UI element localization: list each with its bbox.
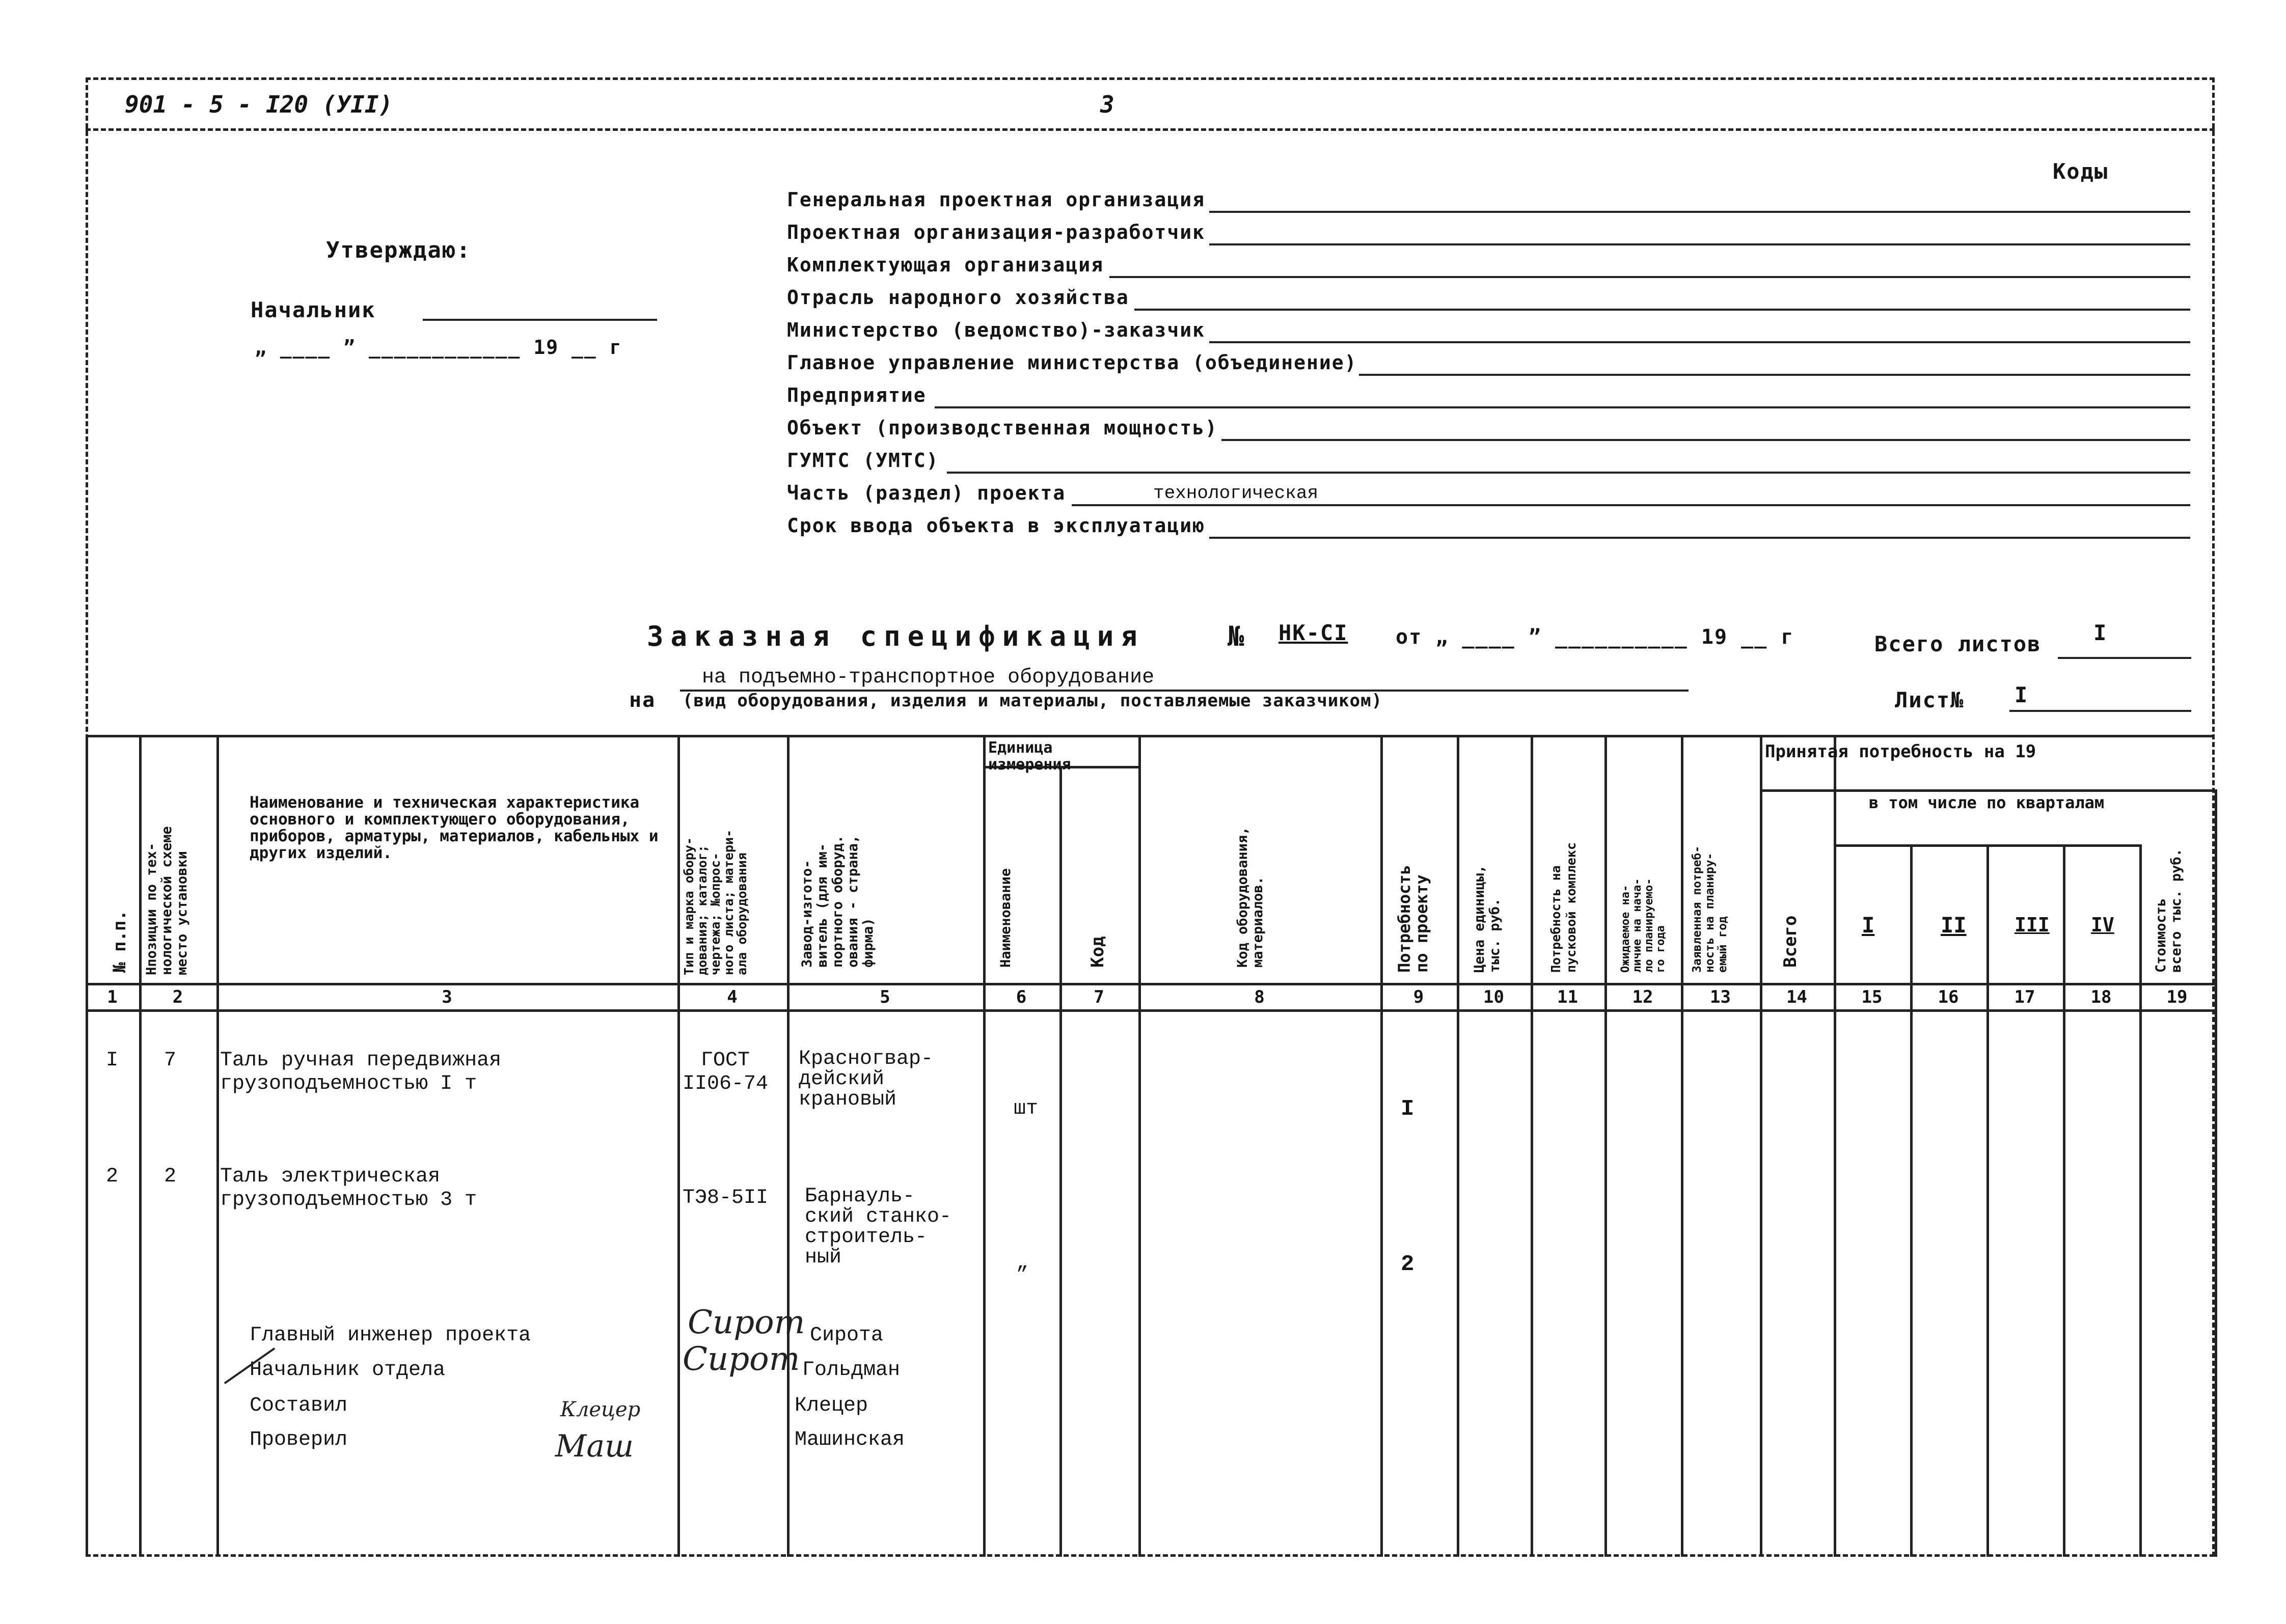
table-column-rule — [1604, 735, 1607, 1557]
col-14-heading: Всего — [1780, 915, 1801, 968]
org-field-label: Министерство (ведомство)-заказчик — [787, 319, 1205, 341]
col-3-heading: Наименование и техническая характеристика основного и комплектующего оборудования, приборов, арматуры, материалов, кабельных и других изделий. — [250, 793, 659, 862]
signature-role: Начальник отдела — [250, 1359, 446, 1382]
col-5-heading: Завод-изгото- витель (для им- портного оборуд. ования - страна, фирма) — [799, 835, 876, 968]
spec-date: от „ ____ ” __________ 19 __ г — [1396, 625, 1794, 649]
table-column-rule — [1910, 844, 1913, 1557]
handwritten-signature: Клецер — [560, 1398, 641, 1421]
org-field-line — [947, 472, 2190, 474]
org-field-label: Предприятие — [787, 384, 927, 406]
table-column-rule — [86, 735, 88, 1557]
org-field-line — [935, 406, 2191, 408]
org-field-line — [1209, 211, 2191, 213]
org-field-label: Часть (раздел) проекта — [787, 482, 1066, 504]
col-17-heading: III — [2015, 914, 2050, 936]
column-number: 5 — [880, 987, 890, 1007]
signature-role: Главный инженер проекта — [250, 1324, 531, 1347]
org-field-label: Комплектующая организация — [787, 254, 1104, 276]
org-field-line — [1134, 309, 2191, 311]
org-field-label: Генеральная проектная организация — [787, 188, 1205, 211]
handwritten-signature: Сирот — [683, 1340, 800, 1378]
col-13-heading: Заявленная потреб- ность на планиру- емый год — [1691, 845, 1729, 973]
unit-group-label: Единица измерения — [988, 739, 1071, 774]
org-field-line — [1209, 537, 2191, 539]
table-column-rule — [216, 735, 219, 1557]
column-number: 19 — [2166, 987, 2188, 1007]
table-column-rule — [2063, 844, 2065, 1557]
quarters-label: в том числе по кварталам — [1868, 793, 2105, 812]
org-field-label: Объект (производственная мощность) — [787, 417, 1218, 439]
column-number: 17 — [2014, 987, 2035, 1007]
col-6-heading: Наименование — [998, 868, 1014, 968]
org-field-label: Отрасль народного хозяйства — [787, 286, 1129, 309]
subject-caption: (вид оборудования, изделия и материалы, поставляемые заказчиком) — [683, 691, 1383, 711]
row-1-position: 7 — [164, 1049, 177, 1072]
table-column-rule — [1681, 735, 1683, 1557]
col-19-heading: Стоимость всего тыс. руб. — [2153, 848, 2184, 973]
column-number: 8 — [1254, 987, 1265, 1007]
col-1-heading: № п.п. — [110, 910, 130, 973]
total-sheets-label: Всего листов — [1874, 631, 2042, 656]
table-column-rule — [1059, 766, 1062, 1557]
col-12-heading: Ожидаемое на- личие на нача- ло планируемо- го года — [1619, 878, 1667, 973]
codes-label: Коды — [2053, 159, 2109, 184]
col-18-heading: IV — [2091, 914, 2114, 936]
org-field-label: Срок ввода объекта в эксплуатацию — [787, 514, 1205, 537]
col-11-heading: Потребность на пусковой комплекс — [1548, 842, 1579, 973]
column-number-rule-top — [86, 983, 2215, 985]
spec-number-prefix: № — [1228, 620, 1246, 652]
signature-role: Составил — [250, 1394, 348, 1417]
table-column-rule — [1138, 735, 1141, 1557]
accepted-group-rule — [1760, 789, 2215, 792]
column-number: 3 — [442, 987, 452, 1007]
handwritten-signature: Сирот — [688, 1304, 805, 1341]
org-field-line — [1209, 341, 2191, 343]
org-field-label: Проектная организация-разработчик — [787, 221, 1205, 243]
column-number: 2 — [172, 987, 183, 1007]
col-15-heading: I — [1862, 913, 1875, 938]
row-1-maker: Красногвар- дейский крановый — [799, 1048, 934, 1111]
sheet-no-value: I — [2015, 682, 2029, 707]
header-separator — [86, 128, 2215, 131]
row-2-quantity: 2 — [1401, 1252, 1414, 1277]
column-number: 16 — [1938, 987, 1959, 1007]
table-top-rule — [86, 735, 2215, 737]
spec-number: НК-СI — [1278, 620, 1348, 645]
sheet-no-label: Лист№ — [1895, 687, 1965, 712]
column-number: 7 — [1094, 987, 1104, 1007]
total-sheets-line — [2058, 657, 2191, 659]
org-field-line — [1072, 504, 2190, 506]
org-field-line — [1221, 439, 2190, 441]
sheet-no-line — [2009, 710, 2191, 712]
column-number: 14 — [1786, 987, 1807, 1007]
table-column-rule — [1986, 844, 1989, 1557]
col-10-heading: Цена единицы, тыс. руб. — [1472, 865, 1503, 973]
signature-name: Гольдман — [802, 1359, 901, 1382]
table-column-rule — [139, 735, 142, 1557]
column-number: 11 — [1557, 987, 1578, 1007]
handwritten-signature: Маш — [555, 1428, 634, 1464]
row-1-number: I — [106, 1049, 119, 1072]
page-number: 3 — [1100, 91, 1114, 118]
table-column-rule — [1380, 735, 1383, 1557]
row-2-unit: „ — [1016, 1252, 1029, 1275]
org-field-line — [1359, 374, 2191, 376]
org-field-label: ГУМТС (УМТС) — [787, 449, 939, 472]
table-column-rule — [1531, 735, 1533, 1557]
table-column-rule — [1834, 735, 1836, 1557]
col-8-heading: Код оборудования, материалов. — [1235, 827, 1266, 968]
signature-name: Сирота — [810, 1324, 884, 1347]
table-column-rule — [1760, 735, 1762, 1557]
org-field-value: технологическая — [1153, 483, 1319, 504]
approval-date: „ ____ ” ____________ 19 __ г — [255, 336, 622, 359]
col-2-heading: Нпозиции по тех- нологической схеме место установки — [144, 826, 190, 975]
org-field-line — [1109, 276, 2191, 278]
document-code: 901 - 5 - I20 (УII) — [125, 91, 393, 118]
org-field-line — [1209, 243, 2191, 245]
na-label: на — [629, 689, 656, 712]
table-column-rule — [787, 735, 790, 1557]
table-column-rule — [983, 735, 986, 1557]
col-9-heading: Потребность по проекту — [1395, 865, 1431, 973]
column-number: 15 — [1861, 987, 1883, 1007]
accepted-label: Принятая потребность на 19 — [1765, 741, 2036, 762]
head-label: Начальник — [251, 297, 376, 322]
column-number: 13 — [1710, 987, 1731, 1007]
column-number: 9 — [1413, 987, 1424, 1007]
table-column-rule — [677, 735, 680, 1557]
table-column-rule — [1457, 735, 1459, 1557]
spec-subject: на подъемно-транспортное оборудование — [702, 666, 1155, 689]
approve-title: Утверждаю: — [326, 237, 471, 263]
signature-name: Машинская — [795, 1428, 905, 1451]
row-2-type: ТЭ8-5II — [683, 1187, 769, 1209]
col-4-heading: Тип и марка обору- дования; каталог; чертежа; №опрос- ного листа; матери- ала оборудования — [682, 830, 749, 975]
total-sheets-value: I — [2093, 620, 2108, 645]
signature-role: Проверил — [250, 1428, 348, 1451]
row-2-maker: Барнауль- ский станко- строитель- ный — [805, 1185, 952, 1269]
column-number: 12 — [1632, 987, 1653, 1007]
col-7-heading: Код — [1087, 936, 1108, 968]
column-number-rule-bottom — [86, 1009, 2215, 1012]
column-number: 6 — [1016, 987, 1027, 1007]
row-1-name: Таль ручная передвижная грузоподъемностью I т — [220, 1049, 502, 1095]
signature-name: Клецер — [795, 1394, 868, 1417]
row-2-number: 2 — [106, 1165, 119, 1188]
row-1-unit: шт — [1014, 1097, 1039, 1120]
head-signature-line — [423, 319, 657, 321]
table-column-rule — [2215, 789, 2217, 1557]
col-16-heading: II — [1941, 913, 1967, 938]
column-number: 10 — [1483, 987, 1504, 1007]
row-1-quantity: I — [1401, 1096, 1414, 1122]
column-number: 18 — [2090, 987, 2112, 1007]
row-1-type: ГОСТ II06-74 — [683, 1049, 769, 1095]
spec-title: Заказная спецификация — [647, 620, 1145, 652]
table-column-rule — [2139, 844, 2142, 1557]
row-2-position: 2 — [164, 1165, 177, 1188]
column-number: 1 — [107, 987, 118, 1007]
column-number: 4 — [727, 987, 738, 1007]
row-2-name: Таль электрическая грузоподъемностью 3 т — [220, 1165, 477, 1212]
org-field-label: Главное управление министерства (объединение) — [787, 351, 1357, 374]
